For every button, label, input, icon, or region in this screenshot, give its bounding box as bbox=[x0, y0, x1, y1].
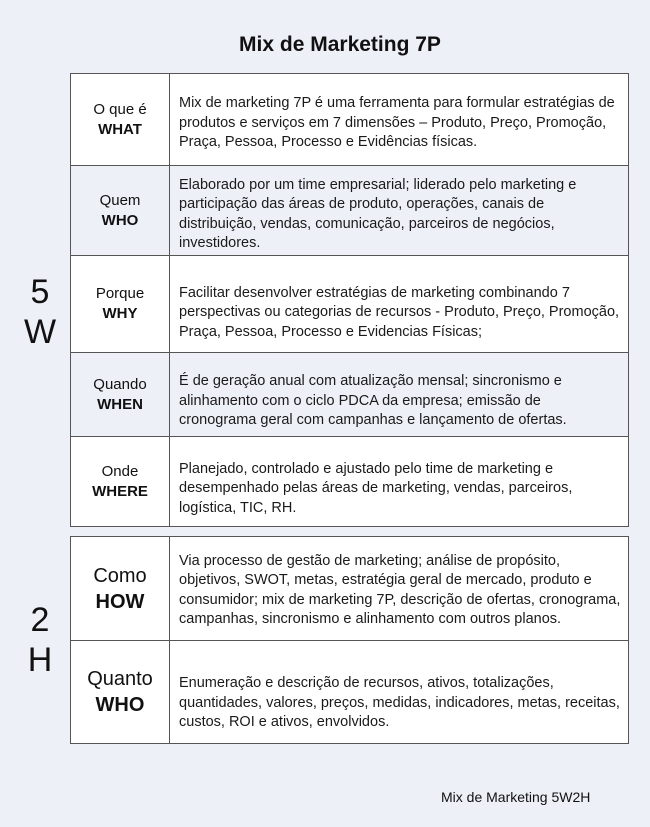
row-label-who bbox=[71, 166, 170, 256]
row-label-en: WHAT bbox=[98, 120, 142, 138]
side-label-2h-number: 2 bbox=[30, 601, 50, 639]
row-description-when: É de geração anual com atualização mensal; sincronismo e alinhamento com o ciclo PDCA da empresa; emissão de cronograma geral com campanhas e lançamento de ofertas. bbox=[170, 353, 629, 437]
row-label-where bbox=[71, 437, 170, 527]
table-row-who bbox=[71, 166, 629, 256]
row-label-en: WHERE bbox=[92, 482, 148, 500]
row-label-pt: Onde bbox=[101, 462, 139, 480]
row-description-how-much: Enumeração e descrição de recursos, ativos, totalizações, quantidades, valores, preços, medidas, indicadores, metas, receitas, custos, ROI e ativos, envolvidos. bbox=[170, 641, 629, 744]
row-label-how-much bbox=[71, 641, 170, 744]
row-label-pt: Quanto bbox=[87, 668, 153, 690]
footer-caption: Mix de Marketing 5W2H bbox=[441, 789, 591, 805]
row-label-en: WHEN bbox=[97, 395, 143, 413]
table-row-why bbox=[71, 256, 629, 353]
row-description-who: Elaborado por um time empresarial; liderado pelo marketing e participação das áreas de produto, operações, canais de distribuição, vendas, comunicação, parceiros de negócios, investidores. bbox=[170, 166, 629, 256]
row-label-en: WHO bbox=[101, 211, 139, 229]
table-row-when bbox=[71, 353, 629, 437]
row-label-pt: Porque bbox=[95, 285, 145, 302]
table-row-what bbox=[71, 74, 629, 166]
side-label-5w-number: 5 bbox=[30, 273, 50, 311]
row-description-what: Mix de marketing 7P é uma ferramenta para formular estratégias de produtos e serviços em 7 dimensões – Produto, Preço, Promoção, Praça, Pessoa, Processo e Evidências físicas. bbox=[170, 74, 629, 166]
row-label-en: WHY bbox=[102, 305, 138, 322]
row-description-how: Via processo de gestão de marketing; análise de propósito, objetivos, SWOT, metas, estratégia geral de mercado, produto e consumidor; mix de marketing 7P, descrição de ofertas, cronograma, campanhas, sincronismo e alinhamento com outros planos. bbox=[170, 537, 629, 641]
row-description-where: Planejado, controlado e ajustado pelo time de marketing e desempenhado pelas áreas de marketing, vendas, parceiros, logística, TIC, RH. bbox=[170, 437, 629, 527]
table-5w bbox=[70, 73, 629, 527]
row-label-pt: Quem bbox=[99, 191, 141, 209]
side-label-2h-letter: H bbox=[27, 641, 53, 679]
side-label-5w-letter: W bbox=[23, 313, 57, 351]
row-label-how bbox=[71, 537, 170, 641]
table-row-how bbox=[71, 537, 629, 641]
row-label-what bbox=[71, 74, 170, 166]
row-description-why: Facilitar desenvolver estratégias de marketing combinando 7 perspectivas ou categorias de recursos - Produto, Preço, Promoção, Praça, Pessoa, Processo e Evidencias Físicas; bbox=[170, 256, 629, 353]
page-title: Mix de Marketing 7P bbox=[239, 33, 441, 56]
row-label-when bbox=[71, 353, 170, 437]
table-row-how-much bbox=[71, 641, 629, 744]
row-label-pt: O que é bbox=[93, 100, 147, 118]
table-2h bbox=[70, 536, 629, 744]
row-label-pt: Como bbox=[93, 564, 147, 587]
table-row-where bbox=[71, 437, 629, 527]
row-label-why bbox=[71, 256, 170, 353]
side-label-2h bbox=[18, 600, 62, 680]
row-label-pt: Quando bbox=[93, 375, 147, 393]
row-label-en: HOW bbox=[95, 590, 145, 613]
side-label-5w bbox=[18, 272, 62, 352]
row-label-en: WHO bbox=[95, 694, 145, 716]
